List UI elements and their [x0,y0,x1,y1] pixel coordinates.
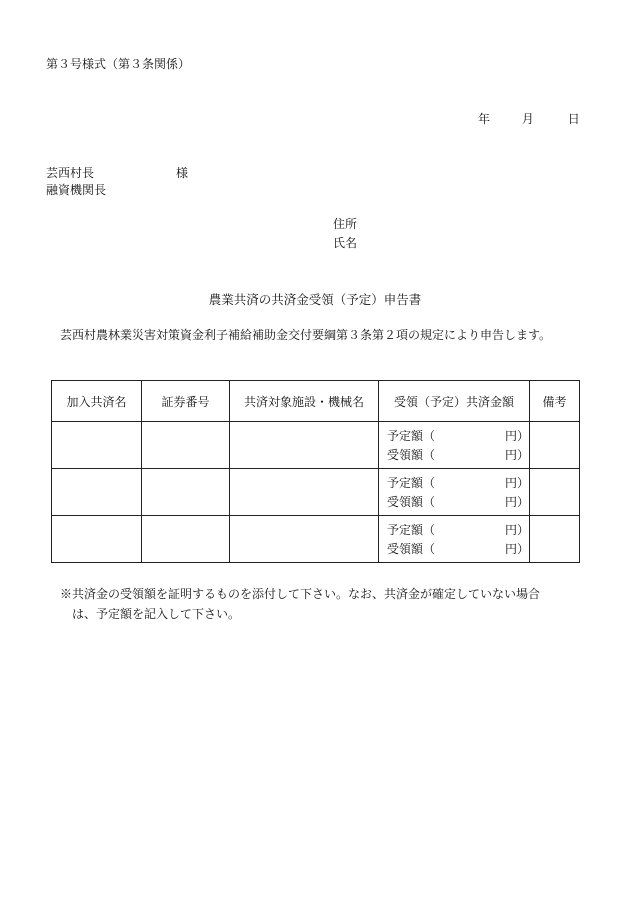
certificate-number-cell[interactable] [142,469,230,516]
amount-cell[interactable] [379,422,530,469]
remarks-cell[interactable] [530,422,580,469]
insurance-name-cell[interactable] [52,422,142,469]
footnote [60,584,590,624]
scheduled-amount-line [379,473,529,492]
scheduled-amount-label: 予定額（ [387,523,436,537]
declaration-statement: 芸西村農林業災害対策資金利子補給補助金交付要綱第３条第２項の規定により申告します。 [60,328,552,342]
date-day-label: 日 [567,112,580,126]
date-line [478,110,580,127]
col-header-amount: 受領（予定）共済金額 [379,381,530,422]
yen-unit: 円） [505,523,530,537]
col-header-facility-name: 共済対象施設・機械名 [230,381,379,422]
facility-name-cell[interactable] [230,516,379,563]
yen-unit: 円） [505,448,530,462]
received-amount-label: 受領額（ [387,542,436,556]
form-number: 第３号様式（第３条関係） [46,57,191,71]
insurance-name-cell[interactable] [52,469,142,516]
table-row [52,516,580,563]
remarks-cell[interactable] [530,516,580,563]
date-month-label: 月 [521,112,534,126]
certificate-number-cell[interactable] [142,422,230,469]
date-year-label: 年 [478,112,491,126]
addressee-honorific: 様 [176,166,189,180]
scheduled-amount-label: 予定額（ [387,476,436,490]
yen-unit: 円） [505,542,530,556]
yen-unit: 円） [505,476,530,490]
facility-name-cell[interactable] [230,422,379,469]
amount-cell[interactable] [379,469,530,516]
footnote-line-1: ※共済金の受領額を証明するものを添付して下さい。なお、共済金が確定していない場合 [60,587,541,601]
applicant-address-label: 住所 [333,217,358,231]
yen-unit: 円） [505,495,530,509]
insurance-amount-table [51,380,580,563]
received-amount-line [379,492,529,511]
document-title: 農業共済の共済金受領（予定）申告書 [208,292,422,307]
facility-name-cell[interactable] [230,469,379,516]
table-row [52,422,580,469]
footnote-line-2: は、予定額を記入して下さい。 [72,607,241,621]
scheduled-amount-line [379,520,529,539]
insurance-name-cell[interactable] [52,516,142,563]
addressee-lender-head: 融資機関長 [46,183,107,197]
received-amount-label: 受領額（ [387,495,436,509]
scheduled-amount-line [379,426,529,445]
table-row [52,469,580,516]
amount-cell[interactable] [379,516,530,563]
applicant-name-label: 氏名 [333,236,358,250]
received-amount-line [379,539,529,558]
col-header-certificate-number: 証券番号 [142,381,230,422]
col-header-remarks: 備考 [530,381,580,422]
remarks-cell[interactable] [530,469,580,516]
table-header-row [52,381,580,422]
addressee-village-head: 芸西村長 [46,166,95,180]
certificate-number-cell[interactable] [142,516,230,563]
col-header-insurance-name: 加入共済名 [52,381,142,422]
received-amount-label: 受領額（ [387,448,436,462]
received-amount-line [379,445,529,464]
yen-unit: 円） [505,429,530,443]
scheduled-amount-label: 予定額（ [387,429,436,443]
